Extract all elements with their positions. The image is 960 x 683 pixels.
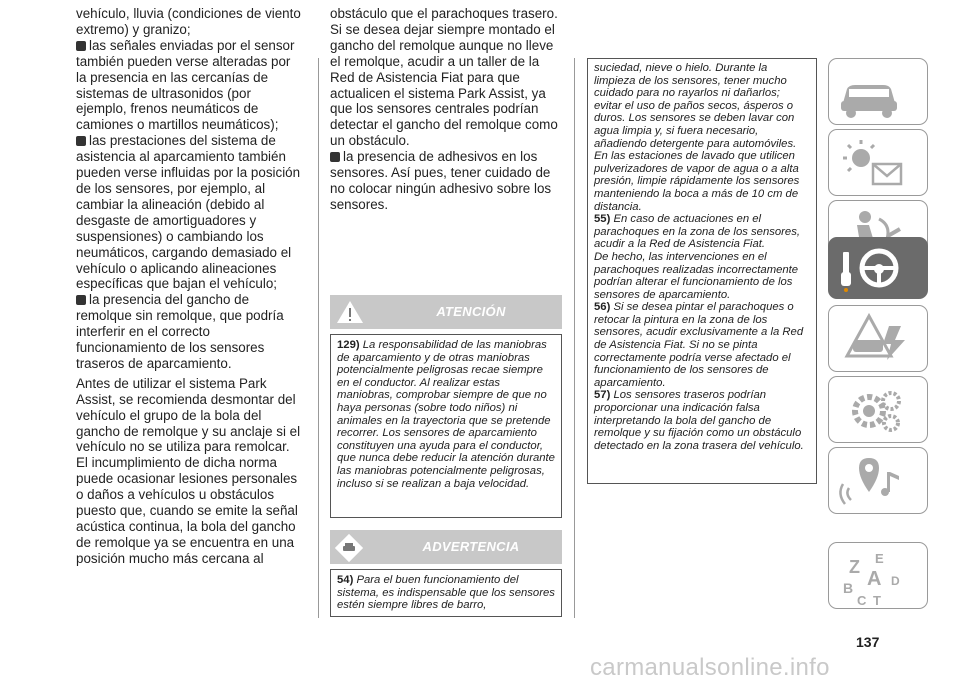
svg-text:D: D (891, 574, 900, 588)
bullet-icon (330, 152, 340, 162)
tab-maintenance[interactable] (828, 376, 928, 443)
page-number: 137 (856, 634, 880, 650)
bullet-paragraph: la presencia del gancho de remolque sin remolque, que podría interferir en el correcto funcionamiento de los sensores traseros de aparcamiento. (76, 292, 284, 371)
paragraph: Antes de utilizar el sistema Park Assist, se recomienda desmontar del vehículo el grupo de la bola del gancho de remolque y su anclaje si el vehículo no se utiliza para remolcar. (76, 375, 301, 455)
paragraph: De hecho, las intervenciones en el parachoques realizadas incorrectamente podrían alterar el funcionamiento de los sensores de aparcamiento. (594, 250, 799, 301)
note-number: 55) (594, 213, 611, 226)
multimedia-icon (829, 448, 929, 515)
atencion-box (330, 334, 562, 518)
note-number: 56) (594, 301, 611, 314)
text-column-1 (76, 6, 304, 567)
bullet-paragraph: la presencia de adhesivos en los sensores. Así pues, tener cuidado de no colocar ningún adhesivo sobre los sensores. (330, 149, 552, 212)
svg-text:C: C (857, 593, 867, 608)
car-warning-icon (330, 530, 370, 564)
key-steering-wheel-icon (829, 238, 929, 300)
tab-index[interactable] (828, 542, 928, 609)
atencion-banner (330, 295, 562, 329)
warning-lights-icon (829, 130, 929, 197)
bullet-icon (76, 295, 86, 305)
watermark: carmanualsonline.info (590, 654, 830, 681)
note-text: En caso de actuaciones en el parachoques en la zona de los sensores, acudir a la Red de Asistencia Fiat. (594, 213, 800, 251)
paragraph: suciedad, nieve o hielo. Durante la limpieza de los sensores, tener mucho cuidado para no rayarlos ni dañarlos; evitar el uso de paños secos, ásperos o duros. Los sensores se deben lavar con agua limpia y, si fuera necesario, añadiendo detergente para automóviles. En las estaciones de lavado que utilicen pulverizadores de vapor de agua o a alta presión, limpie rápidamente los sensores manteniendo la boca a más de 10 cm de distancia. (594, 62, 800, 213)
svg-text:A: A (867, 568, 882, 590)
tab-starting-driving[interactable] (828, 237, 928, 299)
bullet-icon (76, 41, 86, 51)
column-divider (318, 58, 319, 618)
tab-warning-lights[interactable] (828, 129, 928, 196)
advertencia-continued-box (587, 58, 817, 484)
note-number: 57) (594, 389, 611, 402)
advertencia-title: ADVERTENCIA (422, 539, 520, 554)
advertencia-box (330, 569, 562, 617)
tab-emergency[interactable] (828, 305, 928, 372)
advertencia-banner (330, 530, 562, 564)
tab-car[interactable] (828, 58, 928, 125)
column-divider (574, 58, 575, 618)
emergency-icon (829, 306, 929, 373)
bullet-paragraph: las prestaciones del sistema de asistencia al aparcamiento también pueden verse influidas por la posición de los sensores, por ejemplo, al cambiar la alineación (debido al desgaste de amortiguadores y suspensiones) o cambiando los neumáticos, cargando demasiado el vehículo o aplicando alineaciones específicas que bajan el vehículo; (76, 133, 301, 292)
svg-text:B: B (843, 580, 854, 596)
index-letters-icon (829, 543, 929, 610)
svg-text:E: E (875, 551, 884, 566)
paragraph: obstáculo que el parachoques trasero. Si se desea dejar siempre montado el gancho del remolque aunque no lleve el remolque, acudir a un taller de la Red de Asistencia Fiat para que actualicen el sistema Park Assist, ya que los sensores centrales podrían detectar el gancho del remolque como un obstáculo. (330, 6, 558, 149)
atencion-title: ATENCIÓN (436, 304, 506, 319)
note-number: 54) (337, 574, 354, 586)
car-icon (829, 59, 929, 126)
note-text: La responsabilidad de las maniobras de aparcamiento y de otras maniobras potencialmente peligrosas recae siempre en el conductor. Al realizar estas maniobras, comprobar siempre de que no haya personas (sobre todo niños) ni animales en la trayectoria que se pretende recorrer. Los sensores de aparcamiento constituyen una ayuda para el conductor, que nunca debe reducir la atención durante las maniobras potencialmente peligrosas, incluso si se realizan a baja velocidad. (337, 339, 555, 490)
paragraph: vehículo, lluvia (condiciones de viento extremo) y granizo; (76, 6, 301, 37)
svg-text:Z: Z (849, 557, 860, 577)
note-text: Para el buen funcionamiento del sistema, es indispensable que los sensores estén siempre libres de barro, (337, 574, 555, 612)
warning-triangle-icon (330, 295, 370, 329)
bullet-paragraph: las señales enviadas por el sensor también pueden verse alteradas por la presencia en las cercanías de sistemas de ultrasonidos (por ejemplo, frenos neumáticos de camiones o martillos neumáticos); (76, 37, 295, 133)
text-column-2 (330, 6, 562, 213)
note-text: Los sensores traseros podrían proporcionar una indicación falsa interpretando la bola del gancho de remolque y su fijación como un obstáculo detectado en la zona trasera del vehículo. (594, 389, 804, 452)
note-text: Si se desea pintar el parachoques o retocar la pintura en la zona de los sensores, acudir exclusivamente a la Red de Asistencia Fiat. Si no se pinta correctamente podría verse afectado el funcionamiento de los sensores de aparcamiento. (594, 301, 804, 389)
bullet-icon (76, 136, 86, 146)
note-number: 129) (337, 339, 360, 351)
tab-multimedia[interactable] (828, 447, 928, 514)
maintenance-gears-icon (829, 377, 929, 444)
svg-text:T: T (873, 593, 881, 608)
paragraph: El incumplimiento de dicha norma puede ocasionar lesiones personales o daños a vehículos u obstáculos puesto que, cuando se emite la señal acústica continua, la bola del gancho de remolque ya se encuentra en una posición mucho más cercana al (76, 455, 298, 566)
